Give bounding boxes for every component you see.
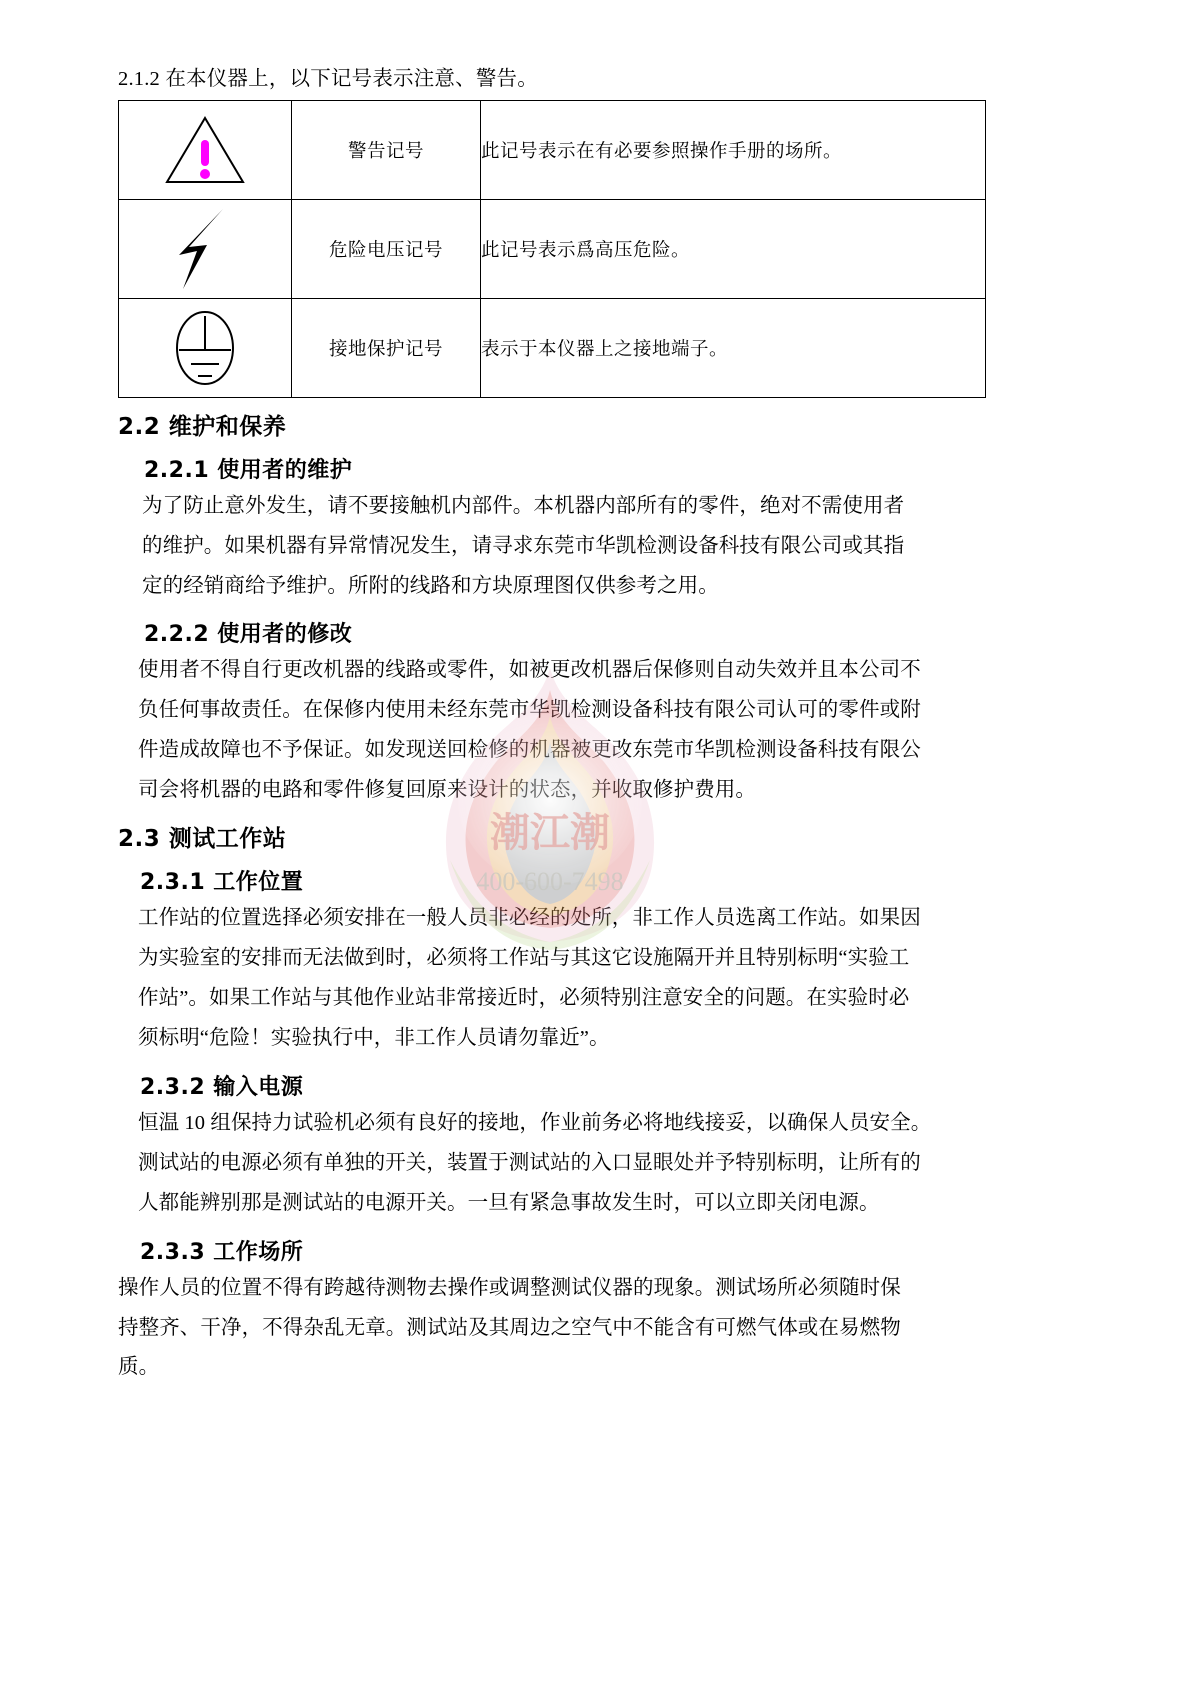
paragraph: 操作人员的位置不得有跨越待测物去操作或调整测试仪器的现象。测试场所必须随时保 [118, 1276, 901, 1299]
symbol-description: 此记号表示爲高压危险。 [481, 199, 986, 298]
paragraph: 工作站的位置选择必须安排在一般人员非必经的处所，非工作人员选离工作站。如果因 [138, 907, 921, 930]
paragraph: 为了防止意外发生，请不要接触机内部件。本机器内部所有的零件，绝对不需使用者 [142, 494, 905, 517]
section-heading-2-3-2: 2.3.2 输入电源 [140, 1074, 304, 1100]
paragraph: 须标明“危险！实验执行中，非工作人员请勿靠近”。 [138, 1026, 610, 1049]
table-row [119, 298, 986, 397]
page-content [118, 66, 986, 1389]
symbol-legend-table [118, 100, 986, 398]
watermark-brand-text: 潮江潮 [490, 810, 610, 856]
paragraph: 持整齐、干净，不得杂乱无章。测试站及其周边之空气中不能含有可燃气体或在易燃物 [118, 1316, 901, 1339]
symbol-description: 此记号表示在有必要参照操作手册的场所。 [481, 100, 986, 199]
table-row [119, 100, 986, 199]
paragraph: 司会将机器的电路和零件修复回原来设计的状态，并收取修护费用。 [138, 779, 756, 802]
section-heading-2-3-1: 2.3.1 工作位置 [140, 870, 304, 896]
warning-triangle-exclamation-icon [119, 101, 291, 199]
voltage-symbol-cell [119, 199, 292, 298]
ground-symbol-cell [119, 298, 292, 397]
paragraph: 恒温 10 组保持力试验机必须有良好的接地，作业前务必将地线接妥，以确保人员安全。 [138, 1111, 932, 1134]
section-heading-2-2-1: 2.2.1 使用者的维护 [144, 457, 353, 483]
symbol-name: 接地保护记号 [292, 298, 481, 397]
symbol-name: 危险电压记号 [292, 199, 481, 298]
warning-symbol-cell [119, 100, 292, 199]
symbol-description: 表示于本仪器上之接地端子。 [481, 298, 986, 397]
paragraph: 定的经销商给予维护。所附的线路和方块原理图仅供参考之用。 [142, 574, 719, 597]
paragraph: 为实验室的安排而无法做到时，必须将工作站与其这它设施隔开并且特别标明“实验工 [138, 947, 910, 970]
paragraph: 使用者不得自行更改机器的线路或零件，如被更改机器后保修则自动失效并且本公司不 [138, 659, 921, 682]
intro-line: 2.1.2 在本仪器上，以下记号表示注意、警告。 [118, 68, 538, 90]
paragraph: 作站”。如果工作站与其他作业站非常接近时，必须特别注意安全的问题。在实验时必 [138, 986, 910, 1009]
protective-earth-ground-icon [119, 299, 291, 397]
section-heading-2-2-2: 2.2.2 使用者的修改 [144, 622, 353, 648]
section-heading-2-2: 2.2 维护和保养 [118, 413, 287, 440]
paragraph: 人都能辨别那是测试站的电源开关。一旦有紧急事故发生时，可以立即关闭电源。 [138, 1191, 880, 1214]
paragraph: 测试站的电源必须有单独的开关，装置于测试站的入口显眼处并予特别标明，让所有的 [138, 1151, 921, 1174]
paragraph: 负任何事故责任。在保修内使用未经东莞市华凯检测设备科技有限公司认可的零件或附 [138, 699, 921, 722]
section-heading-2-3: 2.3 测试工作站 [118, 826, 287, 853]
high-voltage-lightning-icon [119, 200, 291, 298]
section-heading-2-3-3: 2.3.3 工作场所 [140, 1239, 304, 1265]
symbol-name: 警告记号 [292, 100, 481, 199]
paragraph: 件造成故障也不予保证。如发现送回检修的机器被更改东莞市华凯检测设备科技有限公 [138, 739, 921, 762]
paragraph: 的维护。如果机器有异常情况发生，请寻求东莞市华凯检测设备科技有限公司或其指 [142, 534, 905, 557]
watermark-phone-text: 400-600-7498 [476, 867, 624, 896]
table-row [119, 199, 986, 298]
paragraph: 质。 [118, 1356, 160, 1379]
